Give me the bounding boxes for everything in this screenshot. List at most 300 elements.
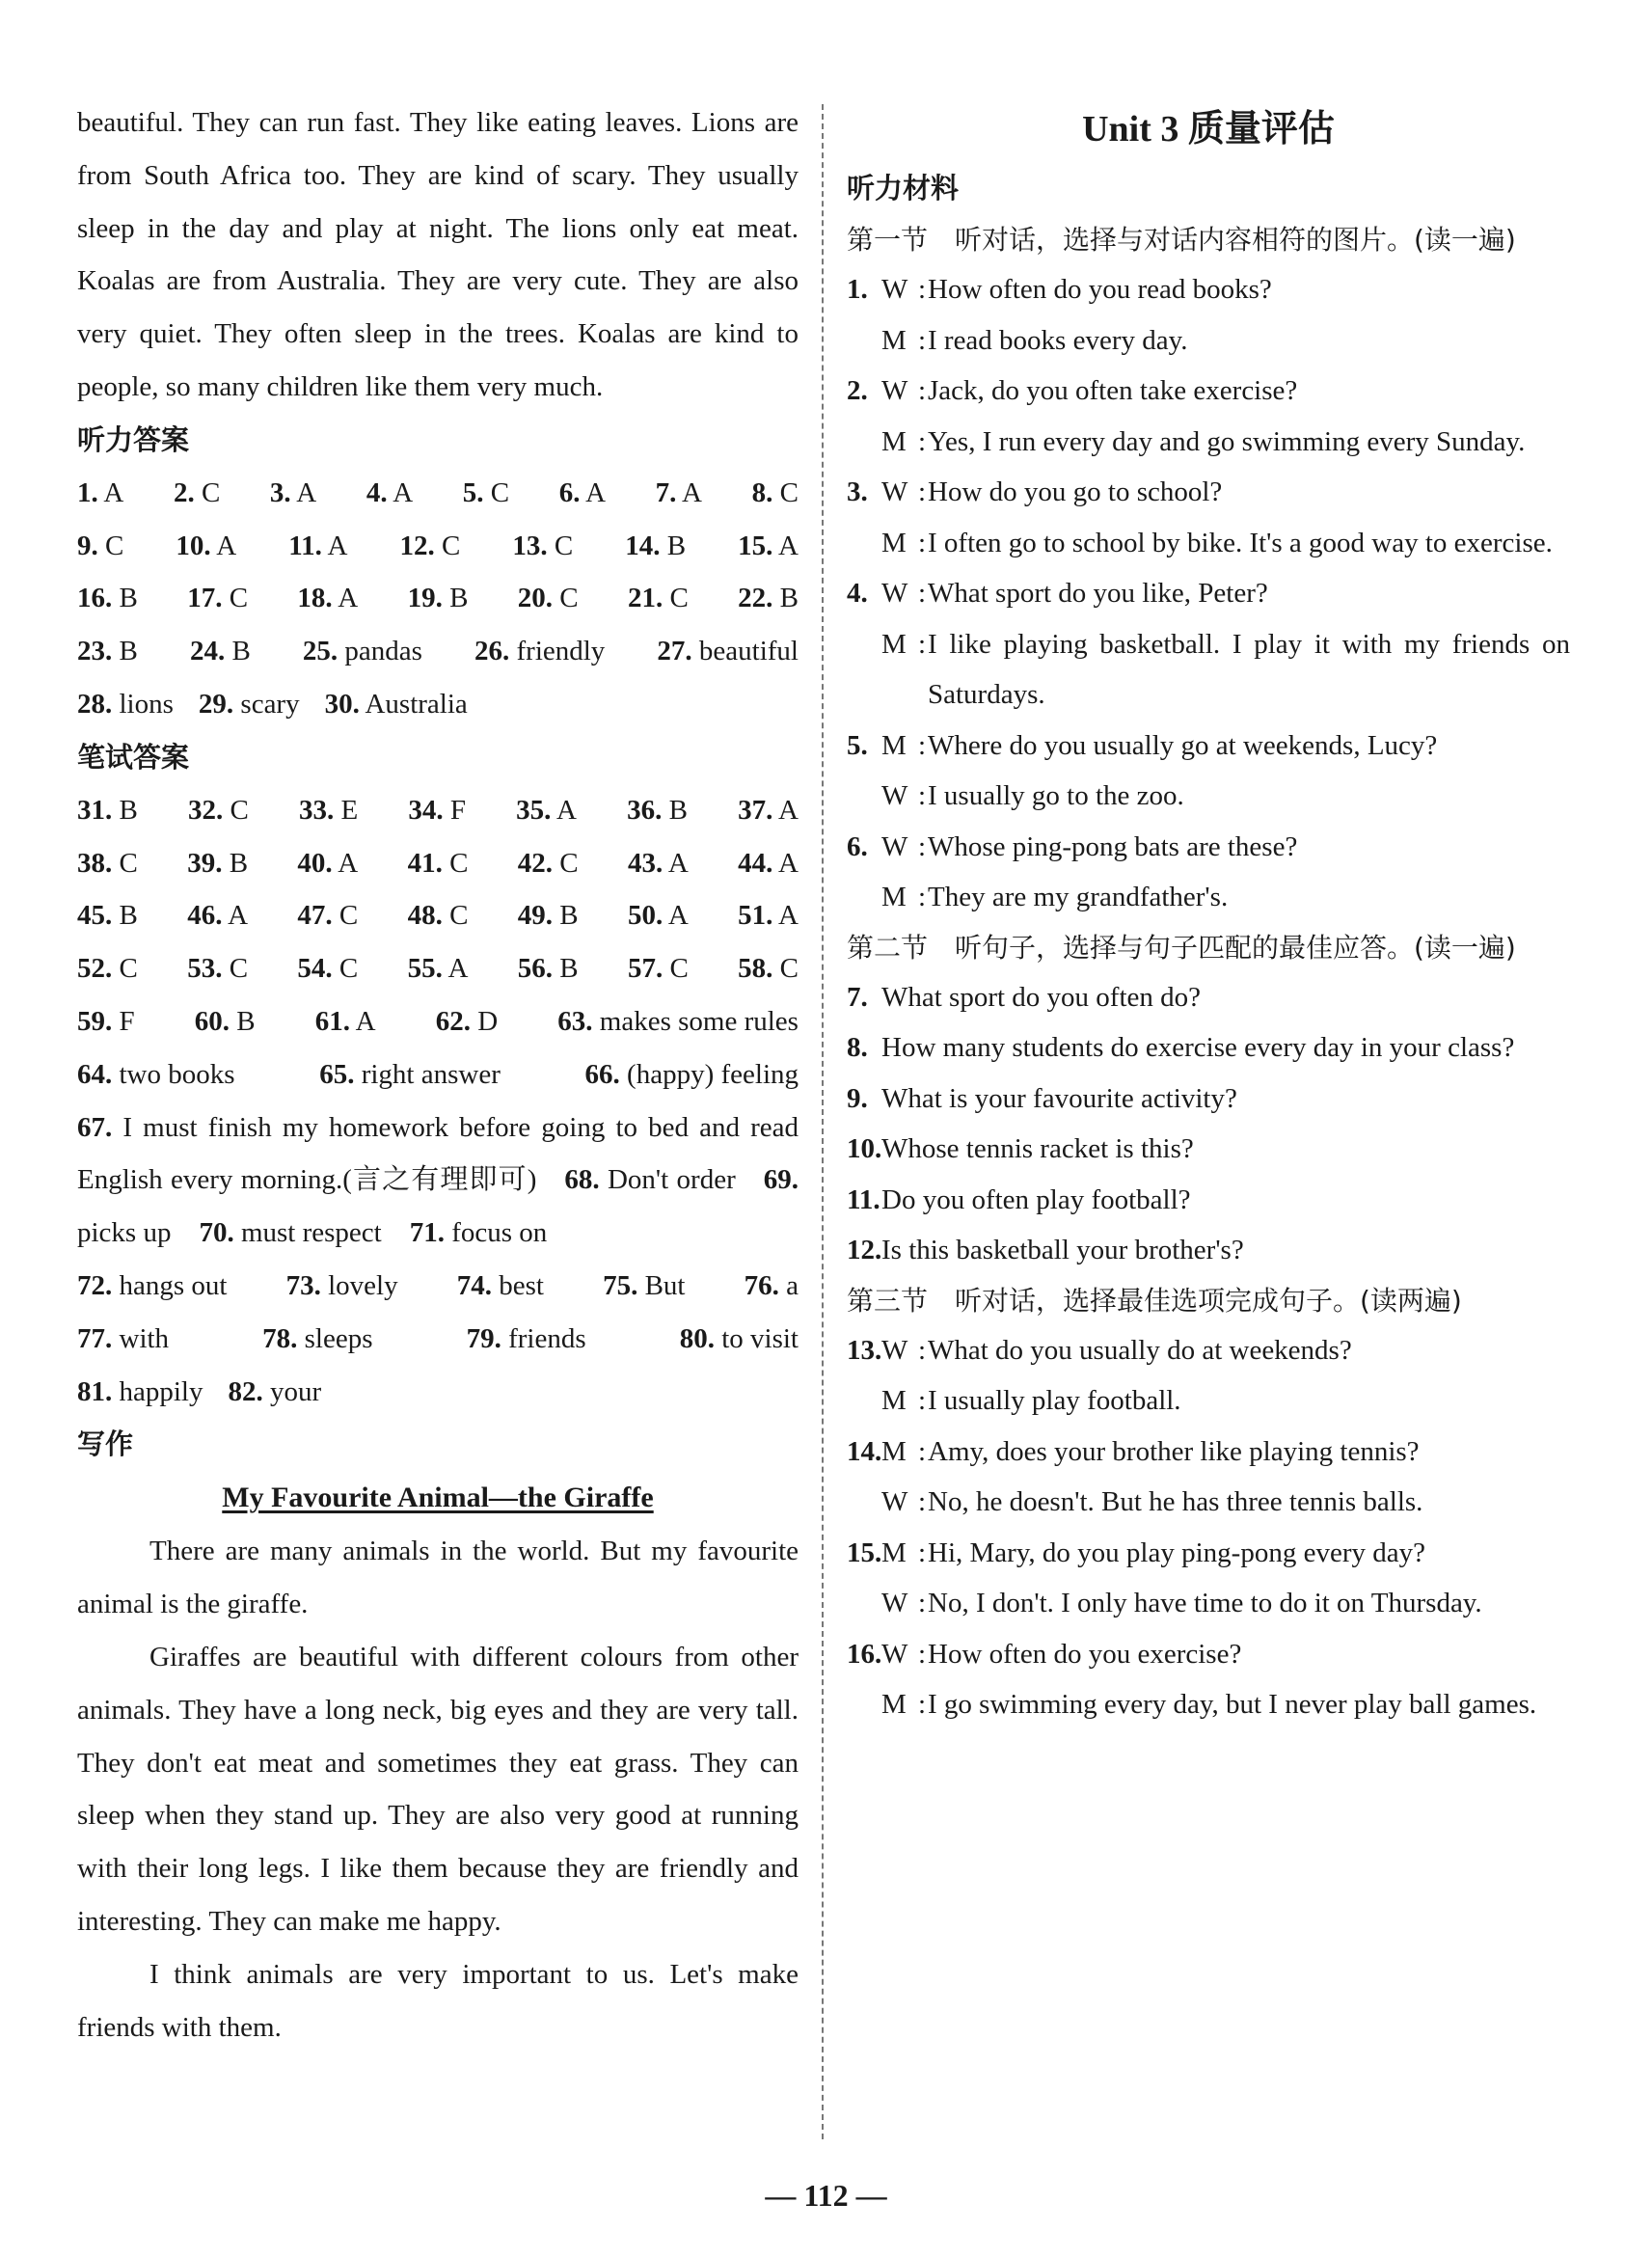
answer-item: [408, 889, 469, 942]
answer-item: [77, 784, 138, 837]
answer-item: [408, 784, 466, 837]
speaker-separator: :: [918, 1334, 927, 1366]
answer-value: C: [547, 530, 574, 561]
answer-value: A: [222, 900, 249, 932]
answer-value: B: [222, 847, 249, 879]
speaker-separator: :: [918, 1536, 927, 1568]
answer-number: 44.: [738, 847, 773, 879]
answer-item: [187, 942, 248, 995]
answer-number: 37.: [738, 794, 773, 826]
answer-value: F: [443, 794, 466, 826]
dialogue-line: [847, 1528, 1570, 1579]
item-number: 2.: [847, 375, 868, 406]
speaker-separator: :: [918, 1385, 927, 1416]
answer-item: [745, 1260, 799, 1313]
essay-body: [77, 1525, 799, 2053]
speaker: M: [881, 729, 907, 761]
answer-row: [77, 1260, 799, 1313]
item-number: 12.: [847, 1235, 882, 1265]
item-number: 4.: [847, 578, 868, 609]
dialogue-line: [847, 822, 1570, 873]
section1-dialogues: [847, 264, 1570, 923]
answer-number: 43.: [627, 847, 664, 879]
answer-item: [518, 837, 579, 890]
answer-number: 74.: [456, 1269, 492, 1301]
answer-value: C: [483, 476, 510, 508]
answer-number: 5.: [462, 476, 484, 508]
sentence-text: How many students do exercise every day in your class?: [881, 1032, 1515, 1063]
answer-value: best: [491, 1269, 544, 1301]
answer-row: [77, 1313, 799, 1366]
answer-number: 24.: [189, 636, 226, 667]
speaker: W: [881, 375, 908, 406]
answer-value: C: [442, 847, 469, 879]
answer-row: [77, 784, 799, 837]
left-column: [77, 96, 799, 2053]
item-number: 7.: [847, 981, 868, 1013]
answer-item: [512, 520, 573, 573]
answer-item: [77, 467, 123, 520]
dialogue-text: Where do you usually go at weekends, Lucy?: [928, 729, 1438, 761]
answer-item: [174, 467, 220, 520]
answer-item: [288, 520, 347, 573]
answer-value: lions: [112, 688, 174, 720]
dialogue-text: They are my grandfather's.: [928, 882, 1229, 912]
dialogue-text: Jack, do you often take exercise?: [928, 375, 1298, 406]
right-column: [847, 96, 1570, 1730]
answer-item: [195, 995, 256, 1048]
speaker-separator: :: [918, 882, 927, 912]
answer-item: [680, 1313, 799, 1366]
dialogue-line: [847, 872, 1570, 923]
answer-number: 32.: [187, 794, 224, 826]
answer-item: [77, 837, 138, 890]
answer-item: [738, 837, 799, 890]
section2-title: 第二节 听句子，选择与句子匹配的最佳应答。(读一遍): [847, 931, 1516, 964]
dialogue-line: [847, 1325, 1570, 1376]
answer-number: 58.: [738, 953, 773, 985]
answer-number: 36.: [627, 794, 663, 826]
answer-item: [436, 995, 498, 1048]
answer-value: beautiful: [691, 636, 799, 667]
answer-item: [752, 467, 799, 520]
answer-item: [603, 1260, 685, 1313]
sentence-item: [847, 1074, 1570, 1125]
answer-number: 26.: [474, 636, 510, 667]
answer-number: 72.: [77, 1269, 113, 1301]
speaker: M: [881, 527, 907, 558]
answer-item: [408, 942, 469, 995]
answer-value: C: [434, 530, 461, 561]
answer-number: 28.: [77, 688, 113, 720]
answer-number: 81.: [77, 1375, 113, 1407]
speaker: W: [881, 830, 908, 862]
answer-number: 22.: [738, 583, 773, 614]
speaker-separator: :: [918, 1638, 927, 1670]
dialogue-text: Amy, does your brother like playing tennis?: [928, 1435, 1420, 1467]
listening-answers-heading: 听力答案: [77, 422, 190, 456]
answer-item: [628, 889, 689, 942]
speaker-separator: :: [918, 578, 927, 609]
speaker: M: [881, 1435, 907, 1467]
answer-item: [518, 889, 579, 942]
dialogue-line: [847, 1679, 1570, 1730]
answer-number: 19.: [407, 583, 443, 614]
answer-number: 79.: [466, 1322, 501, 1354]
answer-value: But: [637, 1269, 686, 1301]
answer-number: 62.: [435, 1005, 471, 1037]
answer-number: 64.: [77, 1058, 113, 1090]
answer-row: [77, 1366, 799, 1419]
answer-number: 12.: [399, 530, 435, 561]
speaker-separator: :: [918, 1486, 927, 1517]
answer-number: 34.: [408, 794, 444, 826]
speaker-separator: :: [918, 527, 927, 558]
answer-item: [77, 1260, 227, 1313]
answer-number: 40.: [297, 847, 333, 879]
answer-item: [270, 467, 316, 520]
answer-number: 20.: [517, 583, 553, 614]
answer-item: [400, 520, 461, 573]
answer-number: 78.: [262, 1322, 298, 1354]
dialogue-line: [847, 315, 1570, 367]
answer-item: [199, 678, 300, 731]
essay-title: My Favourite Animal—the Giraffe: [222, 1482, 654, 1514]
answer-value: C: [772, 953, 799, 985]
answer-number: 6.: [558, 476, 581, 508]
dialogue-line: [847, 1375, 1570, 1427]
answer-value: E: [334, 794, 359, 826]
answer-row: [77, 625, 799, 678]
answer-item: [187, 572, 248, 625]
written-answers-tail: [77, 1101, 799, 1260]
answer-value: sleeps: [297, 1322, 373, 1354]
answer-number: 82.: [228, 1375, 263, 1407]
unit-title: Unit 3 质量评估: [1082, 109, 1335, 150]
answer-number: 4.: [366, 476, 388, 508]
answer-value: B: [553, 900, 579, 932]
dialogue-text: I go swimming every day, but I never play ball games.: [928, 1689, 1537, 1720]
answer-value: C: [442, 900, 469, 932]
answer-number: 11.: [288, 530, 322, 561]
answer-item: [738, 572, 799, 625]
answer-value: A: [772, 900, 799, 932]
answer-number: 21.: [627, 583, 664, 614]
answer-item: [628, 572, 689, 625]
answer-value: hangs out: [112, 1269, 228, 1301]
answer-value: A: [772, 794, 799, 826]
answer-value: scary: [233, 688, 300, 720]
answer-number: 46.: [187, 900, 223, 932]
answer-number: 10.: [176, 530, 211, 561]
answer-item: [474, 625, 605, 678]
answer-value: must respect: [233, 1217, 410, 1249]
answer-row: [77, 889, 799, 942]
speaker: W: [881, 1638, 908, 1670]
answer-value: focus on: [444, 1217, 548, 1249]
answer-item: [467, 1313, 586, 1366]
answer-item: [463, 467, 509, 520]
answer-number: 38.: [77, 847, 113, 879]
answer-item: [77, 572, 138, 625]
answer-item: [628, 942, 689, 995]
answer-item: [738, 520, 799, 573]
answer-number: 15.: [738, 530, 773, 561]
answer-item: [625, 520, 686, 573]
answer-number: 61.: [314, 1005, 350, 1037]
dialogue-line: [847, 467, 1570, 518]
answer-item: [262, 1313, 372, 1366]
answer-number: 41.: [407, 847, 443, 879]
answer-number: 54.: [297, 953, 333, 985]
answer-value: B: [112, 636, 138, 667]
column-divider: [822, 104, 824, 2139]
answer-number: 47.: [297, 900, 333, 932]
answer-value: A: [663, 900, 689, 932]
answer-item: [315, 995, 376, 1048]
answer-number: 39.: [187, 847, 223, 879]
written-answers: [77, 784, 799, 1101]
essay-paragraph: Giraffes are beautiful with different colours from other animals. They have a long neck, big eyes and they are very tall. They don't eat meat and sometimes they eat grass. They can sleep when they stand up. They are also very good at running with their long legs. I like them because they are friendly and interesting. They can make me happy.: [77, 1641, 799, 1937]
answer-value: C: [222, 583, 249, 614]
speaker: M: [881, 628, 907, 660]
answer-value: Australia: [359, 688, 468, 720]
answer-item: [408, 572, 469, 625]
answer-number: 48.: [407, 900, 443, 932]
answer-number: 55.: [407, 953, 443, 985]
answer-value: A: [210, 530, 237, 561]
answer-row: [77, 837, 799, 890]
answer-value: makes some rules: [592, 1005, 799, 1037]
sentence-text: Do you often play football?: [881, 1183, 1191, 1215]
sentence-item: [847, 1124, 1570, 1175]
answer-value: a: [778, 1269, 799, 1301]
dialogue-text: No, I don't. I only have time to do it on Thursday.: [928, 1588, 1482, 1618]
answer-item: [627, 784, 688, 837]
answer-row: [77, 995, 799, 1048]
answer-number: 45.: [77, 900, 113, 932]
answer-number: 2.: [173, 476, 195, 508]
answer-value: Don't order: [599, 1164, 764, 1196]
speaker-separator: :: [918, 1689, 927, 1720]
answer-value: picks up: [77, 1217, 200, 1249]
answer-number: 13.: [512, 530, 548, 561]
answer-value: C: [332, 953, 359, 985]
answer-value: happily: [112, 1375, 203, 1407]
dialogue-line: [847, 1629, 1570, 1680]
writing-heading: 写作: [77, 1428, 134, 1461]
answer-number: 7.: [655, 476, 677, 508]
answer-value: B: [553, 953, 579, 985]
dialogue-text: How often do you read books?: [928, 274, 1272, 305]
answer-value: C: [112, 847, 138, 879]
sentence-text: What is your favourite activity?: [881, 1082, 1237, 1114]
dialogue-line: [847, 1427, 1570, 1478]
speaker: M: [881, 1536, 907, 1568]
answer-row: [77, 572, 799, 625]
answer-item: [516, 784, 577, 837]
dialogue-line: [847, 568, 1570, 619]
answer-number: 70.: [199, 1217, 234, 1249]
answer-number: 25.: [302, 636, 339, 667]
answer-value: B: [660, 530, 687, 561]
speaker: W: [881, 1588, 908, 1618]
answer-item: [557, 995, 799, 1048]
answer-item: [738, 784, 799, 837]
answer-value: C: [553, 847, 579, 879]
answer-number: 59.: [77, 1005, 113, 1037]
answer-number: 50.: [627, 900, 664, 932]
answer-value: C: [332, 900, 359, 932]
answer-value: A: [772, 530, 799, 561]
item-number: 6.: [847, 830, 868, 862]
answer-item: [77, 625, 138, 678]
answer-number: 68.: [564, 1164, 600, 1196]
answer-value: lovely: [320, 1269, 398, 1301]
dialogue-line: [847, 771, 1570, 822]
speaker-separator: :: [918, 274, 927, 305]
answer-number: 63.: [557, 1005, 593, 1037]
sentence-item: [847, 1175, 1570, 1226]
answer-item: [187, 889, 248, 942]
dialogue-line: [847, 1578, 1570, 1629]
answer-value: pandas: [338, 636, 422, 667]
dialogue-line: [847, 264, 1570, 315]
answer-item: [518, 942, 579, 995]
answer-item: [188, 784, 249, 837]
answer-number: 14.: [625, 530, 661, 561]
section1-title: 第一节 听对话，选择与对话内容相符的图片。(读一遍): [847, 224, 1516, 256]
item-number: 14.: [847, 1435, 882, 1467]
answer-item: [297, 572, 358, 625]
answer-item: [229, 1366, 322, 1419]
answer-item: [585, 1048, 799, 1101]
section3-title: 第三节 听对话，选择最佳选项完成句子。(读两遍): [847, 1284, 1462, 1317]
answer-item: [77, 995, 135, 1048]
dialogue-text: Whose ping-pong bats are these?: [928, 830, 1298, 862]
answer-value: A: [332, 847, 359, 879]
item-number: 1.: [847, 274, 868, 305]
speaker-separator: :: [918, 628, 927, 660]
answer-value: B: [112, 583, 138, 614]
answer-item: [77, 1313, 169, 1366]
answer-item: [77, 942, 138, 995]
answer-value: A: [580, 476, 607, 508]
answer-item: [366, 467, 413, 520]
answer-value: D: [470, 1005, 499, 1037]
speaker: W: [881, 578, 908, 609]
answer-number: 9.: [77, 530, 98, 561]
answer-item: [187, 837, 248, 890]
answer-value: C: [553, 583, 579, 614]
essay-paragraph: I think animals are very important to us. Let's make friends with them.: [77, 1958, 799, 2043]
answer-number: 18.: [297, 583, 333, 614]
answer-value: A: [676, 476, 702, 508]
answer-item: [299, 784, 358, 837]
answer-item: [286, 1260, 398, 1313]
answer-value: two books: [112, 1058, 235, 1090]
answer-item: [457, 1260, 544, 1313]
answer-value: B: [772, 583, 799, 614]
answer-item: [559, 467, 606, 520]
answer-item: [297, 889, 358, 942]
answer-item: [656, 467, 702, 520]
answer-row: [77, 1048, 799, 1101]
dialogue-text: I like playing basketball. I play it with my friends on Saturdays.: [928, 628, 1570, 710]
answer-value: with: [112, 1322, 170, 1354]
listening-answers: [77, 467, 799, 731]
sentence-item: [847, 1022, 1570, 1074]
dialogue-line: [847, 619, 1570, 721]
answer-value: C: [194, 476, 221, 508]
answer-value: your: [262, 1375, 322, 1407]
answer-number: 33.: [298, 794, 335, 826]
answer-number: 51.: [738, 900, 773, 932]
speaker: M: [881, 1689, 907, 1720]
answer-item: [319, 1048, 501, 1101]
answer-item: [190, 625, 251, 678]
item-number: 5.: [847, 729, 868, 761]
answer-item: [518, 572, 579, 625]
answer-value: A: [772, 847, 799, 879]
written-answers-rest: [77, 1260, 799, 1418]
answer-number: 65.: [319, 1058, 355, 1090]
answer-row: [77, 678, 799, 731]
answer-value: A: [332, 583, 359, 614]
answer-item: [297, 942, 358, 995]
answer-value: C: [772, 476, 799, 508]
answer-number: 16.: [77, 583, 113, 614]
answer-value: A: [97, 476, 124, 508]
answer-value: F: [112, 1005, 135, 1037]
speaker-separator: :: [918, 324, 927, 356]
answer-value: B: [230, 1005, 256, 1037]
answer-number: 3.: [269, 476, 291, 508]
sentence-text: Whose tennis racket is this?: [881, 1133, 1194, 1164]
speaker: W: [881, 1486, 908, 1517]
item-number: 9.: [847, 1082, 868, 1114]
answer-number: 35.: [516, 794, 552, 826]
item-number: 8.: [847, 1032, 868, 1063]
answer-number: 80.: [679, 1322, 715, 1354]
answer-number: 77.: [77, 1322, 113, 1354]
listening-material-heading: 听力材料: [847, 172, 960, 204]
answer-item: [325, 678, 468, 731]
dialogue-line: [847, 1477, 1570, 1528]
speaker-separator: :: [918, 1435, 927, 1467]
section3-dialogues: [847, 1325, 1570, 1730]
answer-value: friends: [501, 1322, 586, 1354]
dialogue-text: I usually go to the zoo.: [928, 780, 1184, 811]
answer-value: A: [663, 847, 689, 879]
speaker: W: [881, 1334, 908, 1366]
dialogue-text: I read books every day.: [928, 324, 1188, 356]
answer-value: B: [225, 636, 251, 667]
answer-number: 69.: [763, 1164, 799, 1196]
answer-value: A: [551, 794, 577, 826]
item-number: 11.: [847, 1183, 880, 1215]
answer-number: 76.: [744, 1269, 779, 1301]
answer-value: C: [663, 583, 689, 614]
speaker-separator: :: [918, 476, 927, 507]
answer-value: A: [290, 476, 317, 508]
answer-number: 42.: [517, 847, 553, 879]
dialogue-text: I often go to school by bike. It's a good way to exercise.: [928, 527, 1553, 558]
item-number: 15.: [847, 1536, 882, 1568]
dialogue-line: [847, 721, 1570, 772]
answer-number: 8.: [751, 476, 773, 508]
answer-item: [297, 837, 358, 890]
